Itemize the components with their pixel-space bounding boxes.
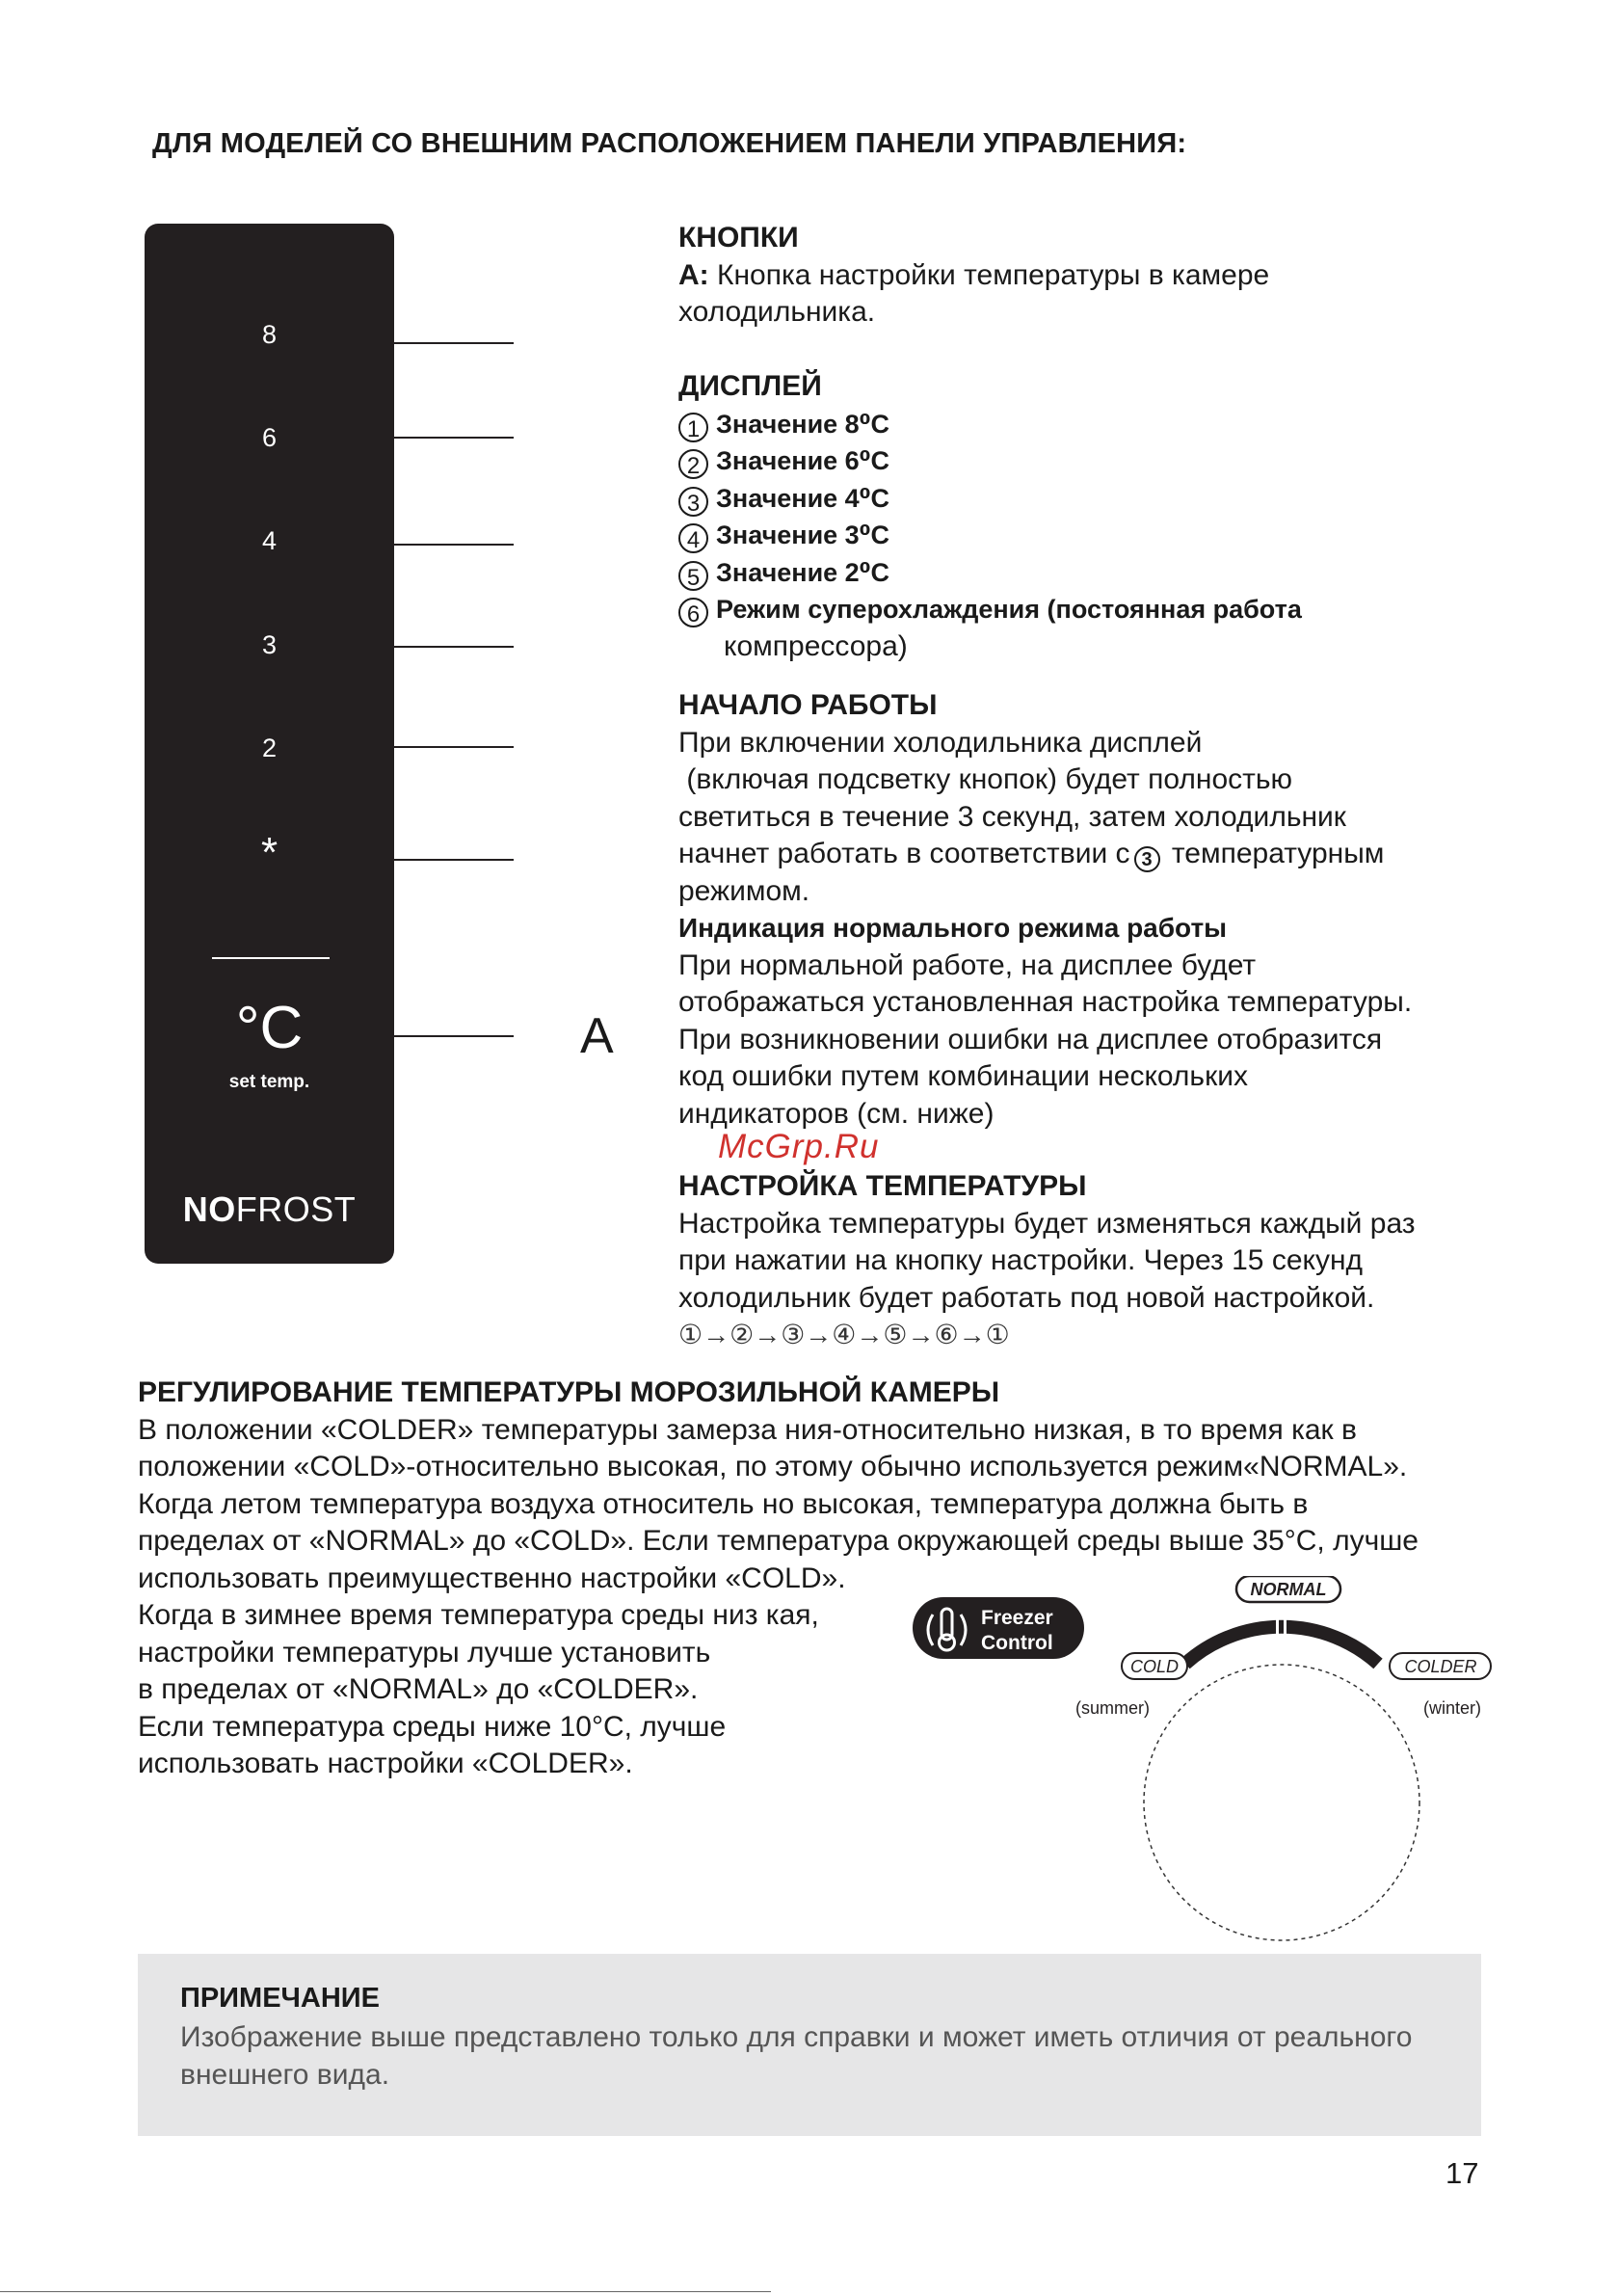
tempset-sequence: ①→②→③→④→⑤→⑥→①	[678, 1320, 1010, 1349]
freezer-dial-diagram	[906, 1576, 1503, 1947]
normal-line: код ошибки путем комбинации нескольких	[678, 1060, 1248, 1092]
freezer-line: пределах от «NORMAL» до «COLD». Если температура окружающей среды выше 35°C, лучше	[138, 1525, 1419, 1557]
display-item: 4 Значение 3⁰C	[678, 517, 1546, 554]
freezer-line: Когда в зимнее время температура среды низ кая,	[138, 1599, 819, 1631]
display-item: 3 Значение 4⁰C	[678, 480, 1546, 518]
start-line: При включении холодильника дисплей	[678, 726, 1203, 759]
freezer-line: В положении «COLDER» температуры замерза ния-относительно низкая, в то время как в	[138, 1413, 1357, 1446]
set-temp-label: set temp.	[228, 1072, 310, 1092]
display-item: 2 Значение 6⁰C	[678, 442, 1546, 480]
panel-divider	[212, 957, 330, 959]
freezer-heading: РЕГУЛИРОВАНИЕ ТЕМПЕРАТУРЫ МОРОЗИЛЬНОЙ КАМЕРЫ	[138, 1376, 1000, 1408]
display-item: 5 Значение 2⁰C	[678, 554, 1546, 592]
freezer-line: Когда летом температура воздуха относитель но высокая, температура должна быть в	[138, 1487, 1309, 1520]
note-box	[138, 1954, 1481, 2136]
badge-label-control: Control	[981, 1632, 1053, 1654]
page-header: ДЛЯ МОДЕЛЕЙ СО ВНЕШНИМ РАСПОЛОЖЕНИЕМ ПАНЕЛИ УПРАВЛЕНИЯ:	[152, 128, 1187, 159]
button-a-callout: A	[580, 1008, 614, 1064]
leader-line	[394, 342, 514, 344]
set-temp-button[interactable]: °C	[235, 995, 304, 1061]
display-item: 1 Значение 8⁰C	[678, 406, 1546, 443]
display-section	[678, 368, 1546, 665]
start-line: начнет работать в соответствии с 3 температурным	[678, 838, 1385, 870]
leader-line	[394, 746, 514, 748]
buttons-heading: КНОПКИ	[678, 222, 799, 254]
normal-marker	[1284, 1619, 1286, 1639]
tempset-section	[678, 1168, 1546, 1354]
note-text: Изображение выше представлено только для справки и может иметь отличия от реального внешнего вида.	[180, 2021, 1413, 2091]
normal-line: отображаться установленная настройка температуры.	[678, 986, 1413, 1018]
normal-marker	[1276, 1619, 1279, 1639]
freezer-line: Если температура среды ниже 10°C, лучше	[138, 1710, 727, 1743]
leader-line	[394, 437, 514, 439]
supercool-icon: *	[260, 829, 279, 876]
normal-line: При возникновении ошибки на дисплее отобразится	[678, 1023, 1383, 1055]
display-heading: ДИСПЛЕЙ	[678, 370, 822, 402]
bottom-rule	[0, 2291, 771, 2292]
leader-line	[394, 544, 514, 546]
display-item: 6 Режим суперохлаждения (постоянная работа	[678, 591, 1546, 628]
tempset-line: Настройка температуры будет изменяться каждый раз	[678, 1207, 1416, 1240]
level-6-label: 6	[261, 423, 278, 452]
button-a-desc-cont: холодильника.	[678, 296, 876, 328]
button-a-desc: A: Кнопка настройки температуры в камере	[678, 258, 1270, 291]
freezer-line: в пределах от «NORMAL» до «COLDER».	[138, 1673, 699, 1705]
tempset-line: холодильник будет работать под новой настройкой.	[678, 1281, 1375, 1314]
freezer-line: использовать преимущественно настройки «COLD».	[138, 1562, 846, 1594]
start-line: светиться в течение 3 секунд, затем холодильник	[678, 800, 1346, 833]
dial-arc	[1185, 1627, 1378, 1664]
colder-label: COLDER	[1404, 1657, 1477, 1676]
leader-line	[394, 1035, 514, 1037]
cold-label: COLD	[1129, 1657, 1180, 1676]
start-heading: НАЧАЛО РАБОТЫ	[678, 689, 938, 721]
note-heading: ПРИМЕЧАНИЕ	[180, 1983, 380, 2014]
start-line: режимом.	[678, 874, 810, 907]
normal-line: При нормальной работе, на дисплее будет	[678, 948, 1257, 981]
display-item-cont: компрессора)	[724, 629, 908, 662]
start-line: (включая подсветку кнопок) будет полностью	[678, 763, 1293, 795]
freezer-line: использовать настройки «COLDER».	[138, 1748, 633, 1779]
level-3-label: 3	[261, 630, 278, 659]
tempset-line: при нажатии на кнопку настройки. Через 15 секунд	[678, 1244, 1364, 1276]
level-2-label: 2	[261, 734, 278, 762]
dial-circle	[1144, 1665, 1419, 1940]
freezer-line: положении «COLD»-относительно высокая, по этому обычно используется режим«NORMAL».	[138, 1451, 1408, 1482]
level-8-label: 8	[261, 320, 278, 349]
watermark: McGrp.Ru	[718, 1128, 880, 1165]
nofrost-logo: NOFROST	[182, 1189, 357, 1229]
control-panel	[145, 224, 394, 1264]
normal-line: индикаторов (см. ниже)	[678, 1097, 995, 1130]
buttons-section	[678, 220, 1546, 332]
level-4-label: 4	[261, 526, 278, 555]
leader-line	[394, 859, 514, 861]
freezer-line: настройки температуры лучше установить	[138, 1636, 711, 1669]
tempset-heading: НАСТРОЙКА ТЕМПЕРАТУРЫ	[678, 1170, 1087, 1202]
summer-label: (summer)	[1075, 1698, 1150, 1718]
leader-line	[394, 646, 514, 648]
badge-label-freezer: Freezer	[981, 1607, 1053, 1629]
normal-label: NORMAL	[1250, 1580, 1327, 1599]
page-number: 17	[1446, 2156, 1479, 2190]
start-section	[678, 687, 1546, 1133]
normal-heading: Индикация нормального режима работы	[678, 913, 1228, 943]
winter-label: (winter)	[1423, 1698, 1482, 1718]
